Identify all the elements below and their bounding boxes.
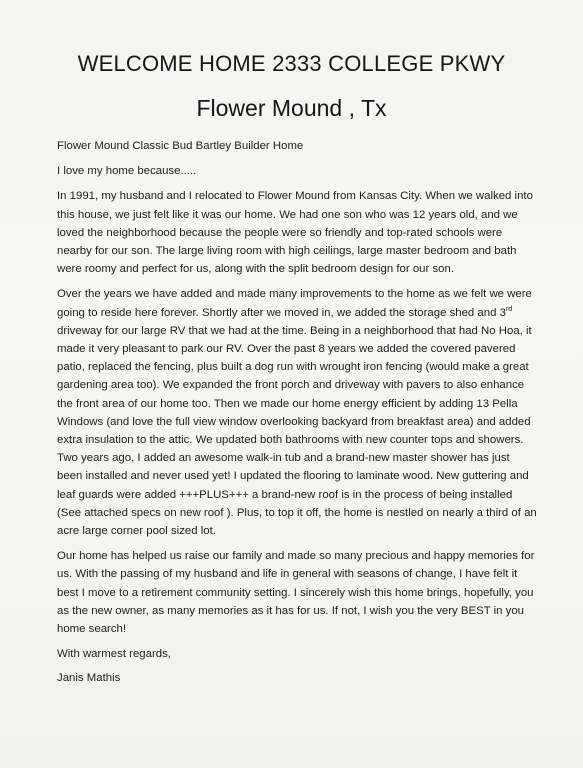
- paragraph-1: In 1991, my husband and I relocated to Flower Mound from Kansas City. When we walked into this house, we just felt like it was our home. We had one son who was 12 years old, and we loved the neighborhood because the people were so friendly and top-rated schools were nearby for our son. The large living room with high ceilings, large master bedroom and bath were roomy and perfect for us, along with the split bedroom design for our son.: [57, 190, 533, 276]
- paragraph-3: Our home has helped us raise our family and made so many precious and happy memories for us. With the passing of my husband and life in general with seasons of change, I have felt it best I move to a retirement community setting. I sincerely wish this home brings, hopefully, you as the new owner, as many memories as it has for us. If not, I wish you the very BEST in you home search!: [57, 550, 535, 636]
- paragraph-2-text-a: Over the years we have added and made many improvements to the home as we felt we were going to reside here forever. Shortly after we moved in, we added the storage shed and 3: [57, 288, 532, 319]
- letter-city: Flower Mound , Tx: [196, 95, 387, 121]
- ordinal-suffix: rd: [505, 305, 513, 313]
- letter-subtitle: Flower Mound Classic Bud Bartley Builder Home: [57, 140, 304, 152]
- paragraph-2: [57, 285, 537, 540]
- letter-title: WELCOME HOME 2333 COLLEGE PKWY: [77, 51, 506, 76]
- letter-closing: With warmest regards,: [57, 648, 171, 661]
- letter-body: [57, 137, 537, 688]
- paragraph-2-text-b: driveway for our large RV that we had at the time. Being in a neighborhood that had No Hoa, it made it very pleasant to park our RV. Over the past 8 years we added the covered pavered patio, replaced the fencing, plus built a dog run with wrought iron fencing (would make a great gardening area too). We expanded the front porch and driveway with pavers to also enhance the front area of our home too. Then we made our home energy efficient by adding 13 Pella Windows (and love the full view window overlooking backyard from breakfast area) and added extra insulation to the attic. We updated both bathrooms with new counter tops and showers. Two years ago, I added an awesome walk-in tub and a brand-new master shower has just been installed and never used yet! I updated the flooring to laminate wood. New guttering and leaf guards were added +++PLUS+++ a brand-new roof is in the process of being installed (See attached specs on new roof ). Plus, to top it off, the home is nestled on nearly a third of an acre large corner pool sized lot.: [57, 324, 537, 538]
- letter-intro: I love my home because.....: [57, 165, 197, 178]
- letter-signature: Janis Mathis: [57, 672, 121, 685]
